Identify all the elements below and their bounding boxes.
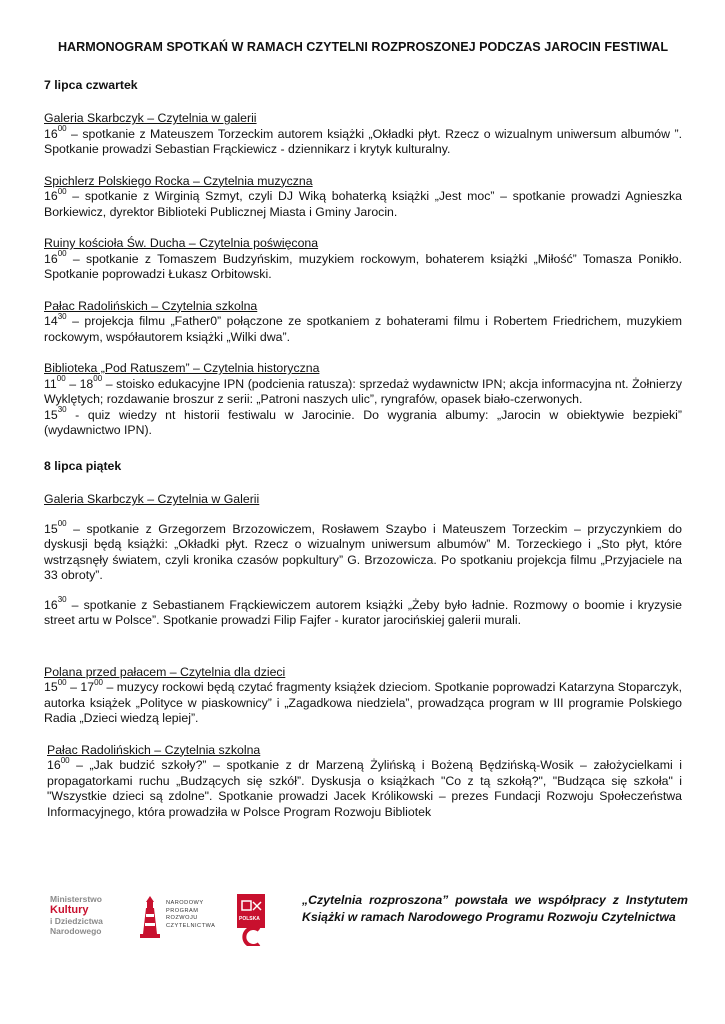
document-title: HARMONOGRAM SPOTKAŃ W RAMACH CZYTELNI ROZPROSZONEJ PODCZAS JAROCIN FESTIWAL	[57, 40, 669, 54]
venue-name: Biblioteka „Pod Ratuszem” – Czytelnia historyczna	[44, 361, 320, 375]
event-block	[44, 743, 682, 821]
venue-name: Polana przed pałacem – Czytelnia dla dzieci	[44, 664, 286, 679]
event-text: $16^{00}$ – spotkanie z Mateuszem Torzeckim autorem książki „Okładki płyt. Rzecz o wizualnym uniwersum albumów ”. Spotkanie prowadzi Sebastian Frąckiewicz - dziennikarz i krytyk kulturalny.	[44, 124, 682, 156]
ministry-culture-logo: Ministerstwo Kultury i Dziedzictwa Narodowego	[50, 894, 103, 936]
footer	[44, 888, 688, 958]
event-block	[44, 299, 682, 346]
event-text: $16^{00}$ – spotkanie z Tomaszem Budzyńskim, muzykiem rockowym, bohaterem książki „Miłość” Tomasza Ponikło. Spotkanie poprowadzi Łukasz Orbitowski.	[44, 249, 682, 281]
event-text: $11^{00} - 18^{00}$ – stoisko edukacyjne IPN (podcienia ratusza): sprzedaż wydawnictw IPN; akcja informacyjna nt. Żołnierzy Wyklętych; rozdawanie broszur z serii: „Patroni naszych ulic”, ryngrafów, opasek biało-czerwonych.	[44, 374, 682, 406]
event-text: $15^{00} - 17^{00}$ – muzycy rockowi będą czytać fragmenty książek dzieciom. Spotkanie poprowadzi Katarzyna Stoparczyk, autorka książek „Polityce w piaskownicy” i „Zagadkowa niedziela”, prowadząca program w III programie Polskiego Radia „Dzieci wiedzą lepiej”.	[44, 677, 682, 725]
venue-name: Pałac Radolińskich – Czytelnia szkolna	[44, 298, 258, 313]
event-text: $16^{30}$ – spotkanie z Sebastianem Frąckiewiczem autorem książki „Żeby było ładnie. Rozmowy o boomie i kryzysie street artu w Polsce”. Spotkanie prowadzi Filip Fajfer - kurator jarocińskiej galerii murali.	[44, 595, 682, 627]
event-block	[44, 174, 682, 221]
venue-name: Pałac Radolińskich – Czytelnia szkolna	[47, 742, 261, 757]
event-block	[44, 236, 682, 283]
event-text: $16^{00}$ – spotkanie z Wirginią Szmyt, czyli DJ Wiką bohaterką książki „Jest moc” – spotkanie prowadzi Agnieszka Borkiewicz, dyrektor Biblioteki Publicznej Miasta i Gminy Jarocin.	[44, 186, 682, 219]
venue-name: Galeria Skarbczyk – Czytelnia w Galerii	[44, 492, 260, 506]
event-text: $15^{30}$ - quiz wiedzy nt historii festiwalu w Jarocinie. Do wygrania albumy: „Jarocin w obiektywie bezpieki” (wydawnictwo IPN).	[44, 405, 682, 437]
event-text: $14^{30}$ – projekcja filmu „Father0” połączone ze spotkaniem z bohaterami filmu i Robertem Friedrichem, muzykiem rockowym, współautorem książki „Wilki dwa”.	[44, 311, 682, 344]
event-text: $16^{00}$ – „Jak budzić szkoły?” – spotkanie z dr Marzeną Żylińską i Bożeną Będzińską-Wosik – założycielkami i propagatorkami ruchu „Budzących się szkół”. Dyskusja o książkach "Co z tą szkołą?", "Budząca się szkoła" i "Wszystkie dzieci są zdolne". Spotkanie prowadzi Jacek Królikowski – prezes Fundacji Rozwoju Społeczeństwa Informacyjnego, która prowadziła w Polsce Program Rozwoju Bibliotek	[47, 755, 682, 819]
reading-program-logo: NARODOWY PROGRAM ROZWOJU CZYTELNICTWA	[136, 894, 226, 944]
day-heading-1: 7 lipca czwartek	[44, 77, 138, 92]
event-block	[44, 665, 682, 727]
event-block	[44, 492, 682, 629]
venue-name: Spichlerz Polskiego Rocka – Czytelnia muzyczna	[44, 173, 313, 188]
event-text: $15^{00}$ – spotkanie z Grzegorzem Brzozowiczem, Rosławem Szaybo i Mateuszem Torzeckim – przyczynkiem do dyskusji będą książki: „Okładki płyt. Rzecz o wizualnym uniwersum albumów” M. Torzeckiego i „Sto płyt, które wstrząsnęły światem, czyli kronika czasów popkultury” G. Brzozowicza. Po spotkaniu projekcja filmu „Przyjaciele na 33 obroty”.	[44, 519, 682, 582]
event-block	[44, 361, 682, 439]
venue-name: Ruiny kościoła Św. Ducha – Czytelnia poświęcona	[44, 236, 319, 250]
footer-note: „Czytelnia rozproszona” powstała we współpracy z Instytutem Książki w ramach Narodowego Programu Rozwoju Czytelnictwa	[302, 893, 688, 924]
event-block	[44, 111, 682, 158]
lighthouse-icon	[136, 894, 164, 942]
venue-name: Galeria Skarbczyk – Czytelnia w galerii	[44, 111, 257, 125]
document-page	[44, 40, 682, 836]
day-heading-2: 8 lipca piątek	[44, 458, 122, 473]
book-institute-logo: POLSKA	[237, 894, 269, 946]
